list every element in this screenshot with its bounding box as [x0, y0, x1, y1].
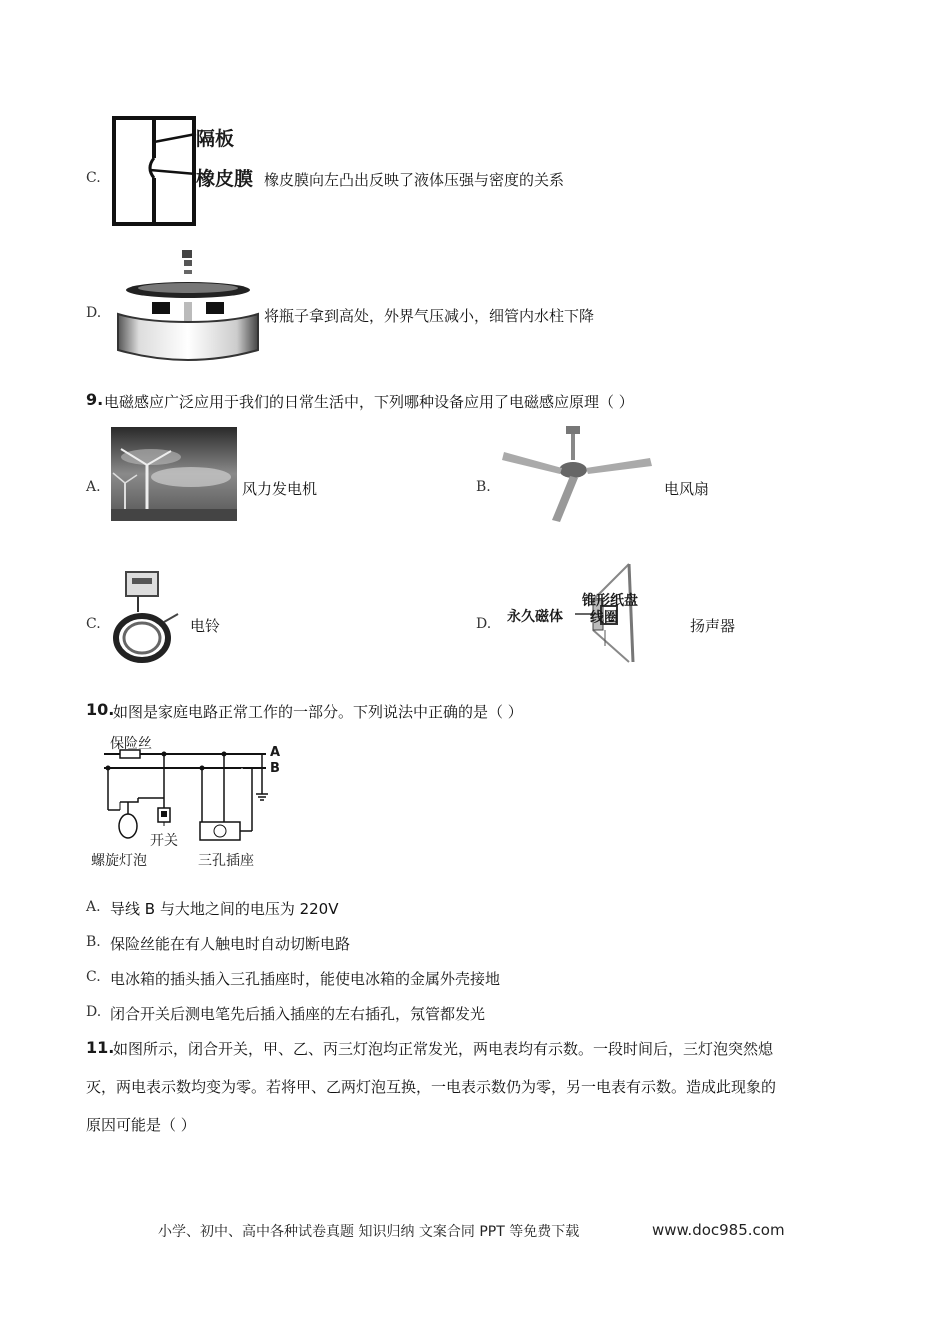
- q10-option-b-letter: B.: [86, 934, 101, 950]
- circuit-label-fuse: 保险丝: [110, 736, 152, 752]
- footer-url-link[interactable]: www.doc985.com: [652, 1221, 785, 1239]
- q9-option-d-text: 扬声器: [690, 617, 736, 635]
- figure-label-membrane: 橡皮膜: [196, 168, 254, 190]
- wind-turbine-photo: [111, 427, 237, 521]
- q9-option-a-letter: A.: [86, 479, 101, 495]
- q10-option-d-text: 闭合开关后测电笔先后插入插座的左右插孔，氖管都发光: [110, 1005, 486, 1023]
- footer-text: 小学、初中、高中各种试卷真题 知识归纳 文案合同 PPT 等免费下载: [158, 1224, 580, 1240]
- q10-option-c-letter: C.: [86, 969, 101, 985]
- q9-option-c-letter: C.: [86, 616, 101, 632]
- q10-option-a-letter: A.: [86, 899, 101, 915]
- q10-number: 10.: [86, 700, 115, 719]
- circuit-label-b: B: [270, 761, 280, 776]
- q10-option-b-text: 保险丝能在有人触电时自动切断电路: [110, 935, 351, 953]
- circuit-label-switch: 开关: [150, 833, 178, 849]
- q11-line-2: 灭，两电表示数均变为零。若将甲、乙两灯泡互换，一电表示数仍为零，另一电表有示数。造成此现象的: [86, 1078, 777, 1096]
- q8-option-c-letter: C.: [86, 170, 101, 186]
- q10-option-d-letter: D.: [86, 1004, 102, 1020]
- q10-option-a-text: 导线 B 与大地之间的电压为 220V: [110, 900, 339, 918]
- circuit-label-a: A: [270, 745, 281, 760]
- q8-option-d-text: 将瓶子拿到高处，外界气压减小，细管内水柱下降: [264, 307, 595, 325]
- q9-option-b-letter: B.: [476, 479, 491, 495]
- bottle-figure: [112, 248, 264, 366]
- circuit-label-socket: 三孔插座: [198, 853, 254, 869]
- speaker-label-coil: 线圈: [590, 610, 618, 626]
- circuit-label-bulb: 螺旋灯泡: [91, 853, 147, 869]
- figure-label-partition: 隔板: [196, 128, 235, 150]
- q8-option-c-text: 橡皮膜向左凸出反映了液体压强与密度的关系: [264, 171, 565, 189]
- q10-stem: 如图是家庭电路正常工作的一部分。下列说法中正确的是（ ）: [113, 703, 523, 721]
- q9-option-c-text: 电铃: [190, 617, 221, 635]
- q8-option-d-letter: D.: [86, 305, 102, 321]
- q9-number: 9.: [86, 390, 104, 409]
- q9-option-b-text: 电风扇: [664, 480, 710, 498]
- q11-line-1: 如图所示，闭合开关，甲、乙、丙三灯泡均正常发光，两电表均有示数。一段时间后，三灯泡突然熄: [113, 1040, 774, 1058]
- ceiling-fan-figure: [500, 424, 658, 522]
- speaker-label-magnet: 永久磁体: [507, 609, 563, 625]
- q10-option-c-text: 电冰箱的插头插入三孔插座时，能使电冰箱的金属外壳接地: [110, 970, 501, 988]
- q9-option-a-text: 风力发电机: [242, 480, 318, 498]
- speaker-label-cone: 锥形纸盘: [582, 593, 638, 609]
- q9-stem: 电磁感应广泛应用于我们的日常生活中，下列哪种设备应用了电磁感应原理（ ）: [104, 393, 634, 411]
- q11-line-3: 原因可能是（ ）: [86, 1116, 196, 1134]
- electric-bell-figure: [108, 568, 186, 666]
- q9-option-d-letter: D.: [476, 616, 492, 632]
- q11-number: 11.: [86, 1038, 115, 1057]
